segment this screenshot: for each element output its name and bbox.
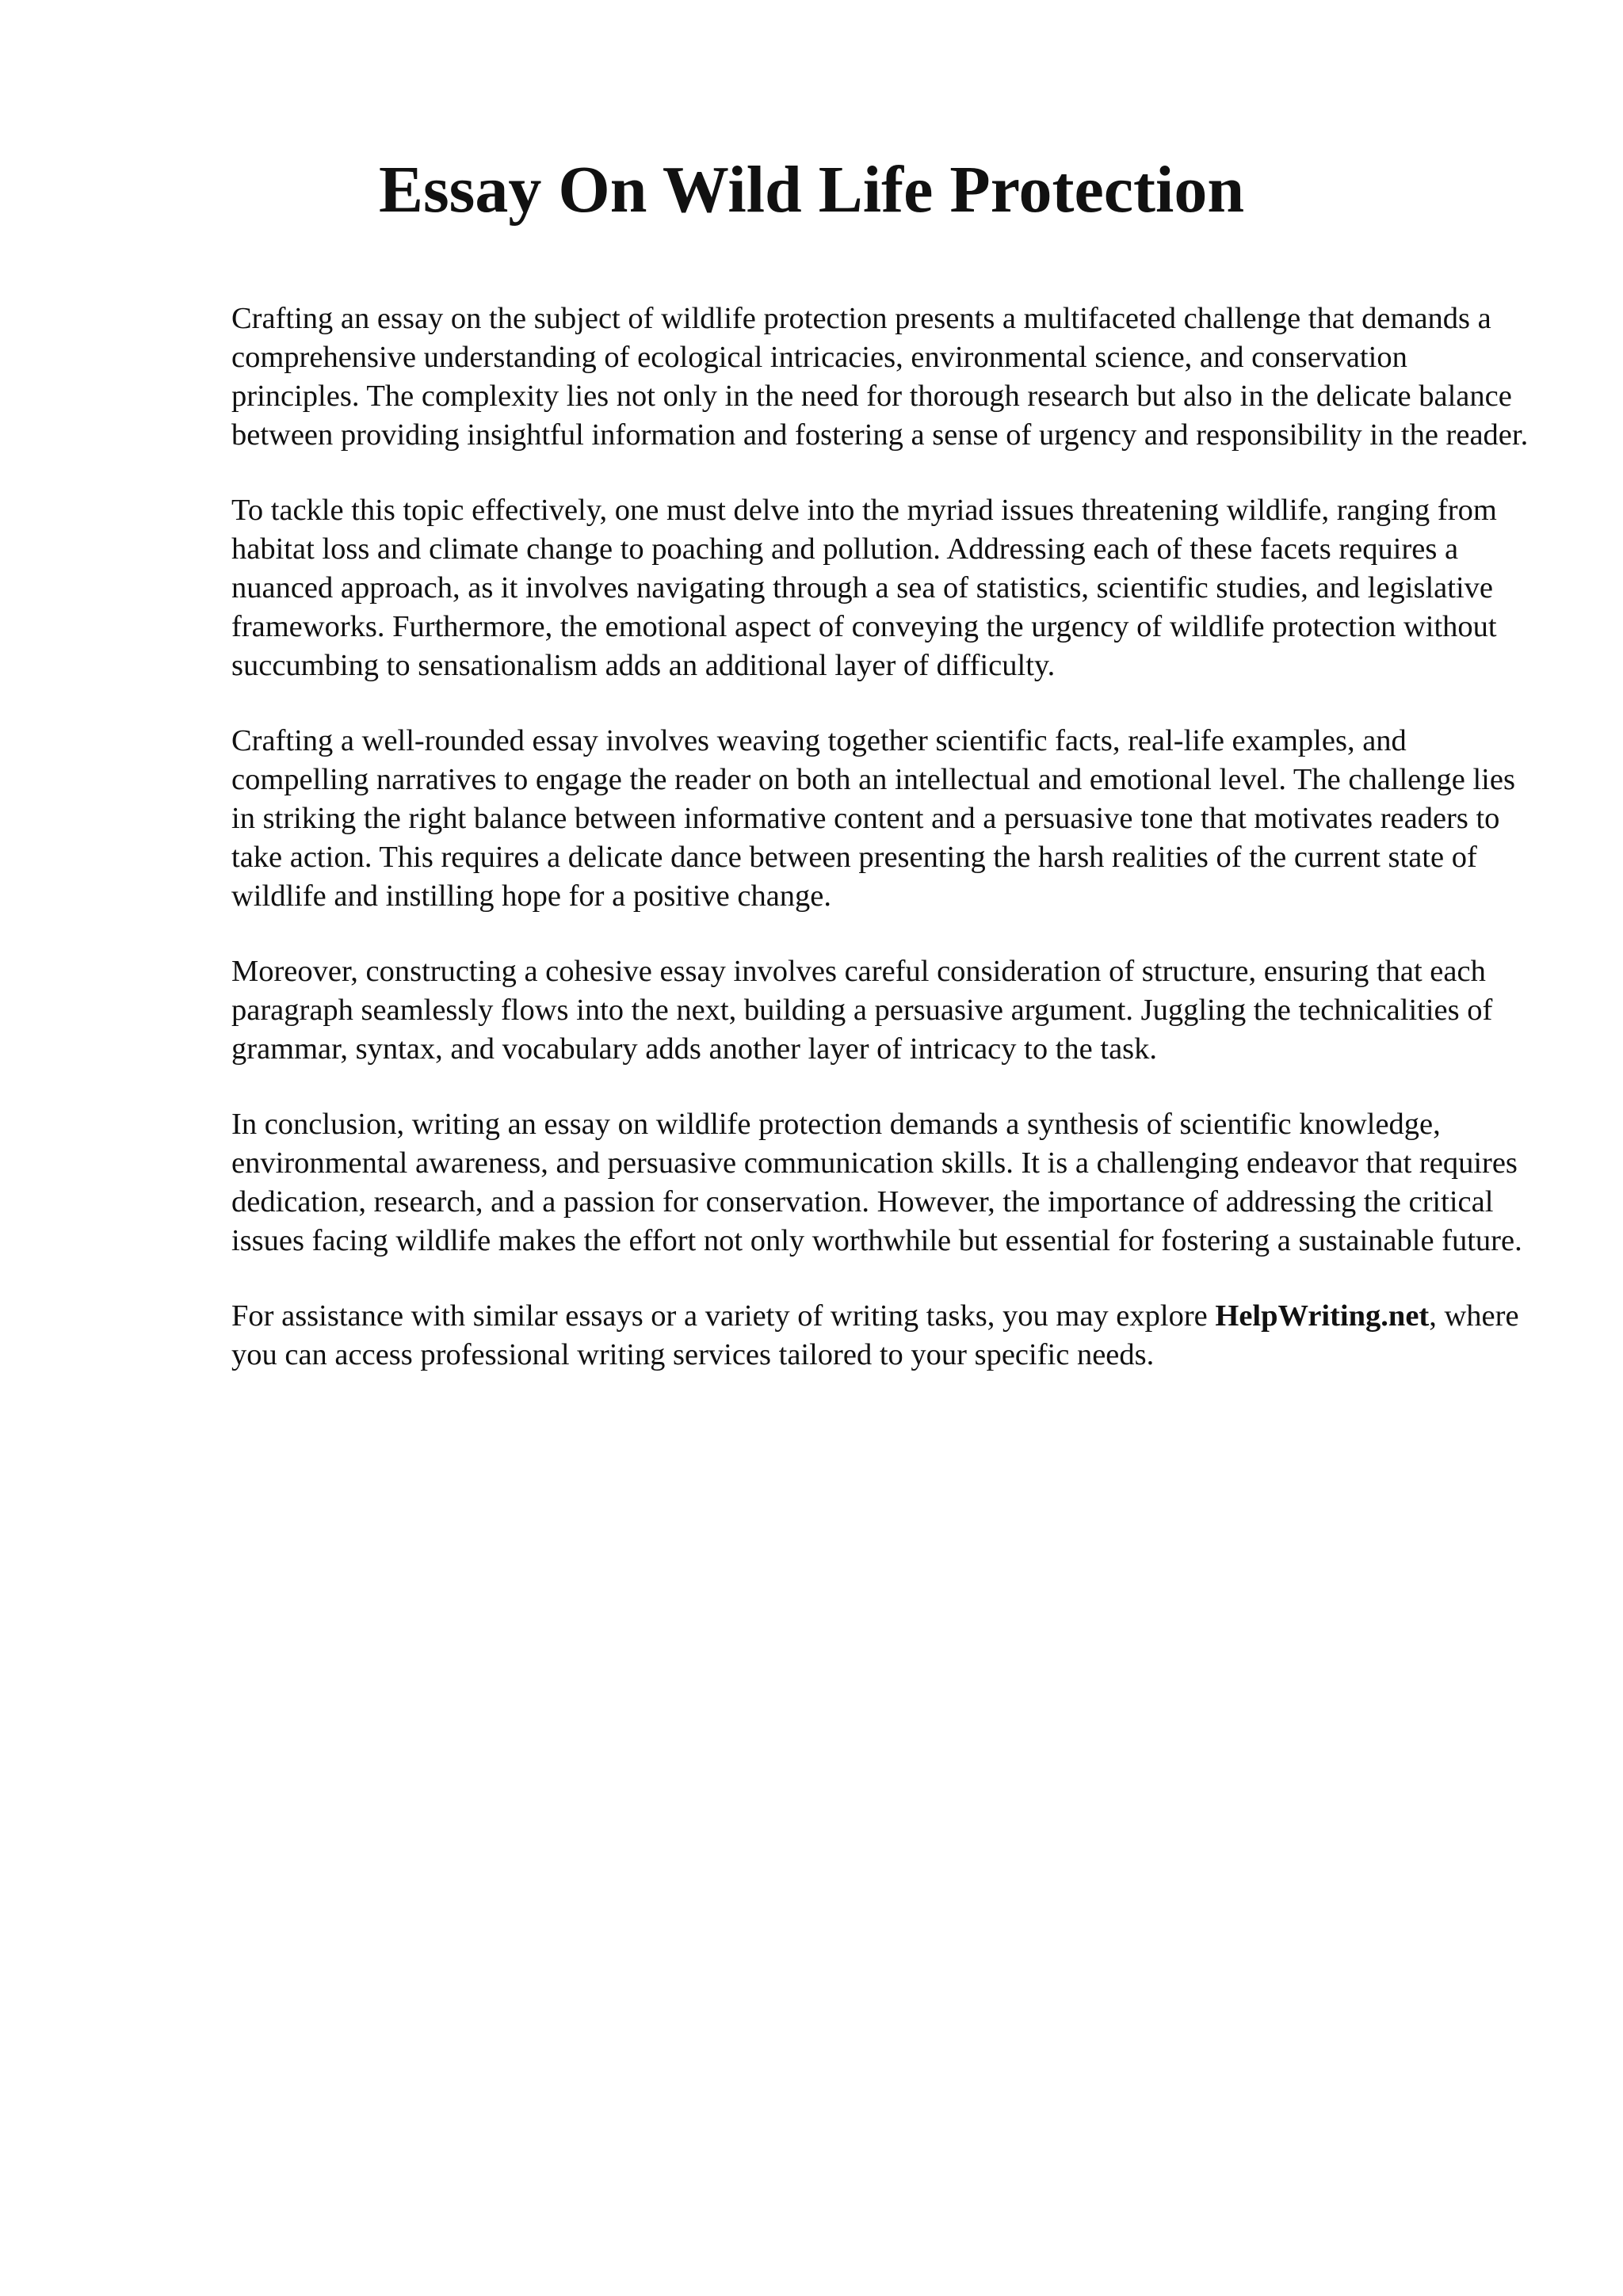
closing-text-after: , where you can access professional writing services tailored to your specific needs. [231, 1299, 1519, 1371]
paragraph-4: Moreover, constructing a cohesive essay involves careful consideration of structure, ensuring that each paragraph seamlessly flows into the next, building a persuasive argument. Juggling the technicalities of grammar, syntax, and vocabulary adds another layer of intricacy to the task. [231, 955, 1493, 1066]
paragraph-3: Crafting a well-rounded essay involves weaving together scientific facts, real-life examples, and compelling narratives to engage the reader on both an intellectual and emotional level. The challenge lies in striking the right balance between informative content and a persuasive tone that motivates readers to take action. This requires a delicate dance between presenting the harsh realities of the current state of wildlife and instilling hope for a positive change. [231, 724, 1515, 913]
helpwriting-link[interactable]: HelpWriting.net [1215, 1299, 1430, 1333]
paragraph-1: Crafting an essay on the subject of wildlife protection presents a multifaceted challenge that demands a comprehensive understanding of ecological intricacies, environmental science, and conservation principles. The complexity lies not only in the need for thorough research but also in the delicate balance between providing insightful information and fostering a sense of urgency and responsibility in the reader. [231, 302, 1529, 452]
essay-body [231, 299, 1531, 1411]
closing-text-before: For assistance with similar essays or a variety of writing tasks, you may explore [231, 1299, 1216, 1333]
closing-paragraph [231, 1297, 1531, 1375]
page-title: Essay On Wild Life Protection [378, 153, 1245, 227]
paragraph-2: To tackle this topic effectively, one must delve into the myriad issues threatening wildlife, ranging from habitat loss and climate change to poaching and pollution. Addressing each of these facets requires a nuanced approach, as it involves navigating through a sea of statistics, scientific studies, and legislative frameworks. Furthermore, the emotional aspect of conveying the urgency of wildlife protection without succumbing to sensationalism adds an additional layer of difficulty. [231, 494, 1497, 682]
paragraph-5: In conclusion, writing an essay on wildlife protection demands a synthesis of scientific knowledge, environmental awareness, and persuasive communication skills. It is a challenging endeavor that requires dedication, research, and a passion for conservation. However, the importance of addressing the critical issues facing wildlife makes the effort not only worthwhile but essential for fostering a sustainable future. [231, 1108, 1522, 1257]
